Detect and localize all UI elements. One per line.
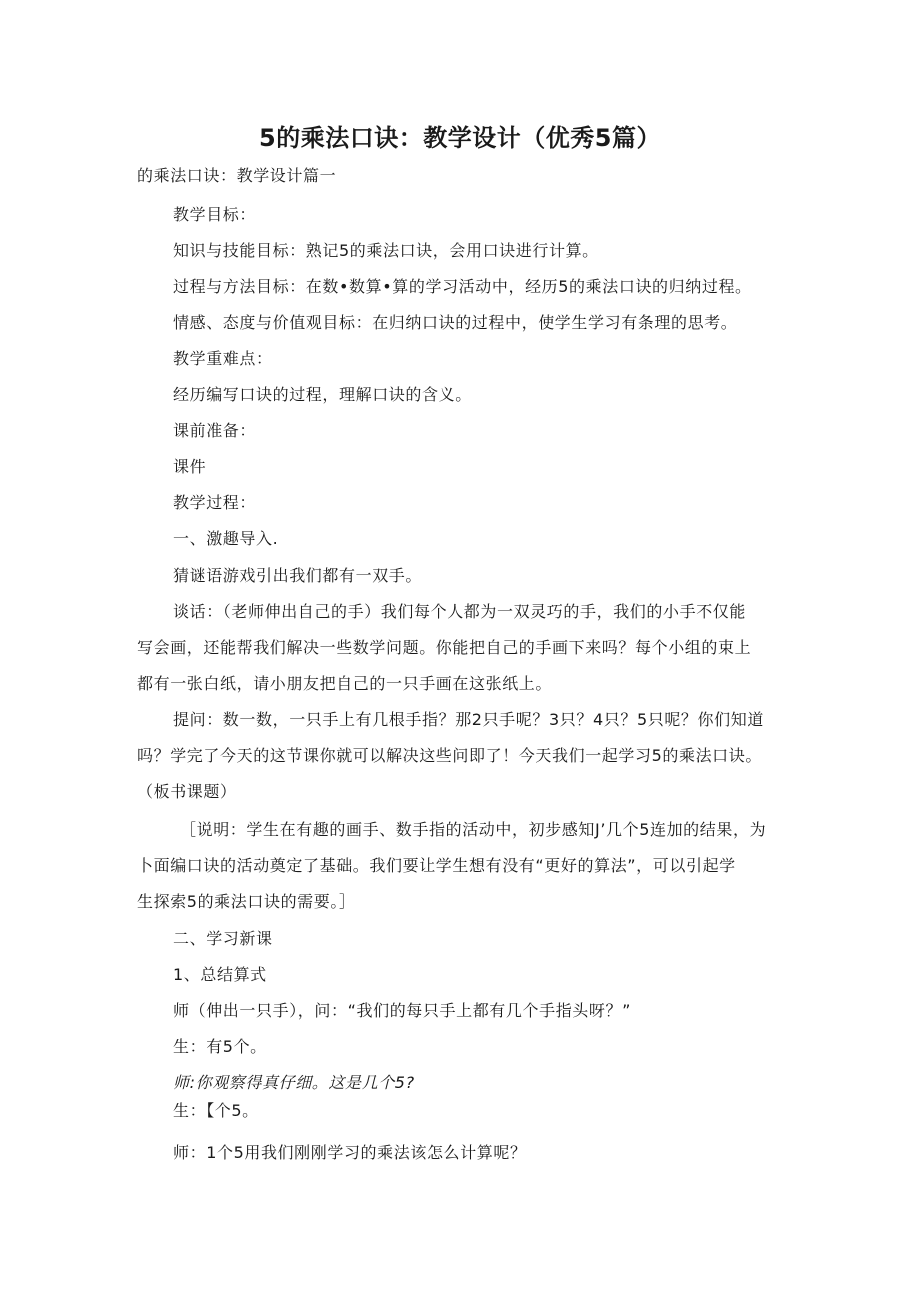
paragraph-line: 生探索5的乘法口诀的需要。］ bbox=[137, 892, 356, 911]
paragraph-line: 写会画，还能帮我们解决一些数学问题。你能把自己的手画下来吗？每个小组的束上 bbox=[137, 638, 752, 657]
paragraph-line: 课前准备： bbox=[173, 421, 257, 440]
paragraph-line: 经历编写口诀的过程，理解口诀的含义。 bbox=[173, 385, 472, 404]
paragraph-line: 吗？学完了今天的这节课你就可以解决这些问即了！今天我们一起学习5的乘法口诀。 bbox=[137, 746, 762, 765]
document-title: 5的乘法口诀：教学设计（优秀5篇） bbox=[259, 124, 661, 152]
paragraph-line: 一、激趣导入. bbox=[173, 529, 279, 548]
paragraph-line: 师:你观察得真仔细。这是几个5? bbox=[173, 1073, 415, 1092]
paragraph-line: 谈话：（老师伸出自己的手）我们每个人都为一双灵巧的手，我们的小手不仅能 bbox=[173, 602, 747, 621]
paragraph-line: 知识与技能目标：熟记5的乘法口诀，会用口诀进行计算。 bbox=[173, 241, 599, 260]
paragraph-line: 生：有5个。 bbox=[173, 1037, 267, 1056]
paragraph-line: （板书课题） bbox=[137, 782, 237, 801]
section-heading: 的乘法口诀：教学设计篇一 bbox=[137, 166, 337, 185]
paragraph-line: 课件 bbox=[173, 457, 207, 476]
paragraph-line: 师：1个5用我们刚刚学习的乘法该怎么计算呢？ bbox=[173, 1143, 527, 1162]
paragraph-line: 教学重难点： bbox=[173, 349, 273, 368]
paragraph-line: 1、总结算式 bbox=[173, 965, 267, 984]
paragraph-line: 师（伸出一只手），问：“我们的每只手上都有几个手指头呀？” bbox=[173, 1001, 631, 1020]
paragraph-line: 卜面编口诀的活动奠定了基础。我们要让学生想有没有“更好的算法”，可以引起学 bbox=[137, 856, 736, 875]
paragraph-line: 猜谜语游戏引出我们都有一双手。 bbox=[173, 566, 423, 585]
paragraph-line: 过程与方法目标：在数•数算•算的学习活动中，经历5的乘法口诀的归纳过程。 bbox=[173, 277, 752, 296]
paragraph-line: 提问：数一数，一只手上有几根手指？那2只手呢？3只？4只？5只呢？你们知道 bbox=[173, 710, 764, 729]
paragraph-line: 情感、态度与价值观目标：在归纳口诀的过程中，使学生学习有条理的思考。 bbox=[173, 313, 738, 332]
paragraph-line: 教学目标： bbox=[173, 205, 257, 224]
paragraph-line: 生：【个5。 bbox=[173, 1101, 259, 1120]
paragraph-line: 二、学习新课 bbox=[173, 929, 273, 948]
paragraph-line: 教学过程： bbox=[173, 493, 257, 512]
paragraph-line: 都有一张白纸，请小朋友把自己的一只手画在这张纸上。 bbox=[137, 674, 553, 693]
paragraph-line: ［说明：学生在有趣的画手、数手指的活动中，初步感知J’几个5连加的结果，为 bbox=[180, 820, 767, 839]
